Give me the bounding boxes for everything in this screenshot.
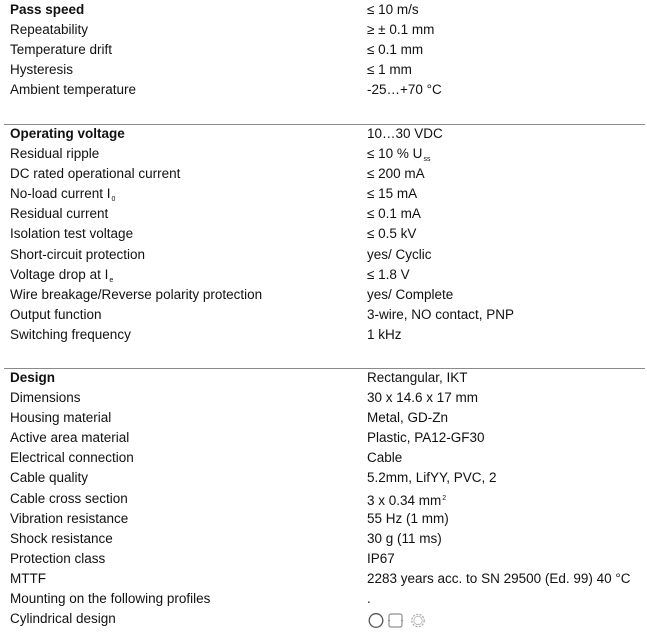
subscript: e	[109, 276, 114, 284]
round-cylinder-icon	[369, 614, 383, 628]
spec-row-isolation-test-voltage	[0, 224, 647, 244]
section-switching	[0, 0, 647, 100]
spec-label: Dimensions	[10, 390, 81, 406]
subscript: 0	[111, 196, 116, 204]
spec-value: Metal, GD-Zn	[367, 410, 449, 426]
spec-row-temperature-drift	[0, 40, 647, 60]
spec-row-mounting-profiles	[0, 589, 647, 609]
spec-label: Hysteresis	[10, 62, 74, 78]
spec-row-electrical-connection	[0, 448, 647, 468]
spec-value: ≤ 0.1 mA	[367, 206, 421, 222]
spec-label: Ambient temperature	[10, 82, 137, 98]
spec-value: ≤ 0.5 kV	[367, 226, 417, 242]
spec-value: -25…+70 °C	[367, 82, 442, 98]
section-mechanical	[0, 368, 647, 629]
spec-label: Electrical connection	[10, 450, 134, 466]
spec-value: yes/ Cyclic	[367, 246, 432, 262]
spec-value: 5.2mm, LifYY, PVC, 2	[367, 470, 497, 486]
spec-label: Mounting on the following profiles	[10, 591, 211, 607]
spec-row-cylindrical-design	[0, 609, 647, 629]
spec-row-active-area-material	[0, 428, 647, 448]
spec-value: 10…30 VDC	[367, 126, 443, 141]
spec-row-wire-breakage-protection	[0, 285, 647, 305]
spec-value: 3 x 0.34 $mm^2$	[367, 492, 447, 508]
spec-value: ≤ 200 mA	[367, 166, 425, 182]
spec-value: ≤ 1.8 V	[367, 266, 410, 282]
spec-label: Isolation test voltage	[10, 226, 134, 242]
spec-label: DC rated operational current	[10, 166, 181, 182]
spec-row-voltage-drop	[0, 265, 647, 285]
spec-row-pass-speed	[0, 0, 647, 20]
spec-value: ≥ ± 0.1 mm	[367, 22, 435, 38]
spec-value: ≤ 0.1 mm	[367, 42, 424, 58]
spec-row-housing-material	[0, 408, 647, 428]
spec-row-short-circuit-protection	[0, 245, 647, 265]
cylindrical-design-icons	[368, 612, 432, 628]
spec-label: MTTF	[10, 570, 46, 586]
spec-label: Design	[10, 370, 56, 385]
spec-row-cable-cross-section	[0, 489, 647, 509]
spec-label: Output function	[10, 306, 102, 322]
spec-row-shock-resistance	[0, 529, 647, 549]
section-electrical	[0, 124, 647, 345]
square-cylinder-icon	[388, 614, 403, 627]
spec-row-dimensions	[0, 388, 647, 408]
spec-label: No-load current $I_0$	[10, 186, 116, 204]
spec-label: Temperature drift	[10, 42, 113, 58]
spec-value: 30 g (11 ms)	[367, 530, 442, 546]
spec-value: 3-wire, NO contact, PNP	[367, 306, 515, 322]
spec-value: 1 kHz	[367, 326, 402, 342]
spec-row-cable-quality	[0, 468, 647, 488]
spec-row-switching-frequency	[0, 325, 647, 345]
spec-label: Operating voltage	[10, 126, 125, 141]
spec-value: 55 Hz (1 mm)	[367, 510, 449, 526]
spec-label: Vibration resistance	[10, 510, 129, 526]
spec-row-hysteresis	[0, 60, 647, 80]
spec-row-no-load-current	[0, 184, 647, 204]
spec-row-protection-class	[0, 549, 647, 569]
spec-label: Pass speed	[10, 2, 85, 17]
spec-value: ≤ 15 mA	[367, 186, 418, 202]
spec-value: ≤ 10 % $U_{ss}$	[367, 146, 431, 164]
spec-row-output-function	[0, 305, 647, 325]
spec-label: Housing material	[10, 410, 112, 426]
spec-label: Cylindrical design	[10, 611, 116, 627]
spec-row-operating-voltage	[0, 124, 647, 144]
spec-label: Residual ripple	[10, 146, 100, 162]
spec-row-dc-rated-current	[0, 164, 647, 184]
spec-label: Protection class	[10, 550, 106, 566]
spec-label: Short-circuit protection	[10, 246, 146, 262]
spec-label: Cable quality	[10, 470, 89, 486]
subscript: ss	[423, 156, 431, 164]
spec-row-mttf	[0, 569, 647, 589]
spec-label: Voltage drop at $I_e$	[10, 266, 114, 284]
spec-value: Plastic, PA12-GF30	[367, 430, 485, 446]
spec-value: 2283 years acc. to SN 29500 (Ed. 99) 40 °C	[367, 570, 631, 586]
spec-row-residual-current	[0, 204, 647, 224]
spec-label: Switching frequency	[10, 326, 131, 342]
spec-row-residual-ripple	[0, 144, 647, 164]
spec-row-repeatability	[0, 20, 647, 40]
spec-value: .	[367, 591, 371, 607]
spec-label: Shock resistance	[10, 530, 113, 546]
spec-label: Wire breakage/Reverse polarity protection	[10, 286, 263, 302]
spec-label: Active area material	[10, 430, 130, 446]
spec-value: ≤ 1 mm	[367, 62, 412, 78]
gear-cylinder-icon	[412, 614, 424, 626]
spec-value: Cable	[367, 450, 403, 466]
cylindrical-design-icon-group	[368, 612, 432, 629]
spec-row-ambient-temperature	[0, 80, 647, 100]
spec-label: Cable cross section	[10, 490, 128, 506]
spec-value: Rectangular, IKT	[367, 370, 468, 385]
spec-value: ≤ 10 m/s	[367, 2, 419, 17]
spec-value: IP67	[367, 550, 395, 566]
spec-value: 30 x 14.6 x 17 mm	[367, 390, 479, 406]
spec-label: Repeatability	[10, 22, 89, 38]
superscript: 2	[442, 494, 447, 502]
spec-row-vibration-resistance	[0, 509, 647, 529]
spec-value: yes/ Complete	[367, 286, 454, 302]
spec-row-design	[0, 368, 647, 388]
spec-label: Residual current	[10, 206, 109, 222]
